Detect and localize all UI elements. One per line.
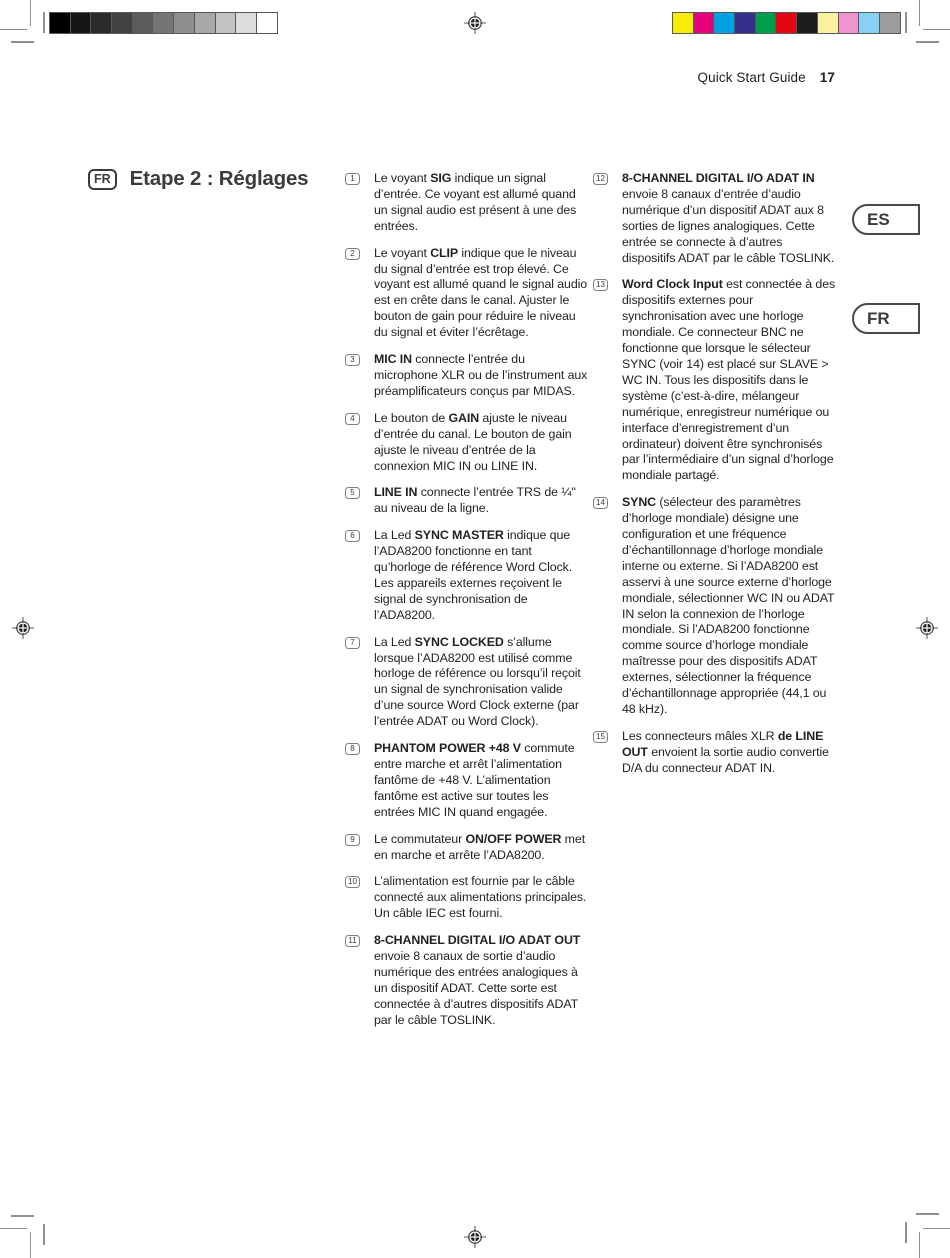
column-right (593, 171, 843, 788)
item-number-badge: 5 (345, 487, 360, 499)
color-swatch (49, 12, 71, 34)
list-item (593, 171, 843, 266)
grayscale-calibration-bar (50, 12, 278, 34)
list-item (593, 729, 843, 777)
color-swatch (132, 12, 154, 34)
list-item (345, 635, 595, 730)
item-text: PHANTOM POWER +48 V commute entre marche et arrêt l’alimentation fantôme de +48 V. L’alimentation fantôme est active sur toutes les entrées MIC IN quand engagée. (374, 741, 575, 819)
color-swatch (817, 12, 839, 34)
item-number-badge: 14 (593, 497, 608, 509)
crop-mark (919, 0, 920, 26)
lang-tab-es: ES (852, 204, 920, 235)
list-item (345, 485, 595, 517)
color-calibration-bar (673, 12, 901, 34)
item-number-badge: 11 (345, 935, 360, 947)
column-middle (345, 171, 595, 1040)
item-text: Le voyant CLIP indique que le niveau du signal d’entrée est trop élevé. Ce voyant est allumé quand le signal audio est en crête dans le canal. Ajuster le bouton de gain pour réduire le niveau du signal et éviter l’écrêtage. (374, 245, 588, 340)
list-item (345, 352, 595, 400)
color-swatch (713, 12, 735, 34)
lang-tab-fr: FR (852, 303, 920, 334)
color-swatch (70, 12, 92, 34)
color-swatch (693, 12, 715, 34)
item-number-badge: 1 (345, 173, 360, 185)
list-item (345, 874, 595, 922)
item-number-badge: 10 (345, 876, 360, 888)
crop-mark (0, 1228, 27, 1229)
color-swatch (879, 12, 901, 34)
color-swatch (235, 12, 257, 34)
crop-mark (923, 1228, 950, 1229)
crop-mark (0, 29, 27, 30)
item-text: LINE IN connecte l’entrée TRS de ¼" au niveau de la ligne. (374, 485, 576, 516)
item-number-badge: 6 (345, 530, 360, 542)
item-text: Les connecteurs mâles XLR de LINE OUT envoient la sortie audio convertie D/A du connecteur ADAT IN. (622, 728, 829, 775)
list-item (593, 277, 843, 484)
crop-mark (923, 29, 950, 30)
color-swatch (215, 12, 237, 34)
item-text: La Led SYNC MASTER indique que l’ADA8200 fonctionne en tant qu’horloge de référence Word Clock. Les appareils externes reçoivent le signal de synchronisation de l’ADA8200. (374, 528, 573, 622)
item-text: 8-CHANNEL DIGITAL I/O ADAT IN envoie 8 canaux d’entrée d’audio numérique d’un dispositif ADAT aux 8 sorties de lignes analogiques. Cette entrée se connecte à d’autres dispositifs ADAT par le câble TOSLINK. (622, 171, 835, 265)
crop-mark (43, 12, 45, 33)
color-swatch (152, 12, 174, 34)
crop-mark (43, 1224, 45, 1245)
color-swatch (838, 12, 860, 34)
registration-mark-icon (463, 11, 487, 35)
item-text: SYNC (sélecteur des paramètres d’horloge mondiale) désigne une configuration et une fréquence d’échantillonnage d’horloge mondiale interne ou externe. Si l’ADA8200 est asservi à une source externe d’horloge mondiale, sélectionner WC IN ou ADAT IN selon la connexion de l’horloge mondiale. Si l’ADA8200 fonctionne comme source d’horloge mondiale maîtresse pour des dispositifs ADAT externes, sélectionner la fréquence d’échantillonnage appropriée (44,1 ou 48 kHz). (622, 495, 835, 716)
crop-mark (30, 0, 31, 26)
section-title-row (88, 167, 308, 191)
color-swatch (256, 12, 278, 34)
list-item (345, 411, 595, 475)
page-number: 17 (819, 70, 835, 85)
color-swatch (734, 12, 756, 34)
crop-mark (916, 41, 939, 43)
crop-mark (916, 1213, 939, 1215)
item-number-badge: 2 (345, 248, 360, 260)
item-text: Le commutateur ON/OFF POWER met en marche et arrête l’ADA8200. (374, 831, 586, 862)
color-swatch (173, 12, 195, 34)
crop-mark (11, 41, 34, 43)
color-swatch (775, 12, 797, 34)
item-number-badge: 12 (593, 173, 608, 185)
list-item (593, 495, 843, 718)
item-number-badge: 7 (345, 637, 360, 649)
item-number-badge: 4 (345, 413, 360, 425)
color-swatch (672, 12, 694, 34)
color-swatch (194, 12, 216, 34)
item-text: Word Clock Input est connectée à des dispositifs externes pour synchronisation avec une horloge mondiale. Ce connecteur BNC ne fonctionne que lorsque le sélecteur SYNC (voir 14) est placé sur SLAVE > WC IN. Tous les dispositifs dans le système (c’est-à-dire, mélangeur numérique, enregistreur numérique ou interface d’enregistrement d’un ordinateur) doivent être synchronisés par l’intermédiaire d’un signal d’horloge mondiale partagé. (622, 277, 836, 483)
item-number-badge: 9 (345, 834, 360, 846)
color-swatch (755, 12, 777, 34)
list-item (345, 171, 595, 235)
registration-mark-icon (11, 616, 35, 640)
color-swatch (111, 12, 133, 34)
color-swatch (858, 12, 880, 34)
item-number-badge: 8 (345, 743, 360, 755)
item-text: MIC IN connecte l’entrée du microphone XLR ou de l’instrument aux préamplificateurs conçus par MIDAS. (374, 352, 588, 398)
language-badge: FR (88, 169, 117, 190)
list-item (345, 832, 595, 864)
registration-mark-icon (915, 616, 939, 640)
registration-mark-icon (463, 1225, 487, 1249)
guide-title: Quick Start Guide (697, 70, 806, 85)
item-text: 8-CHANNEL DIGITAL I/O ADAT OUT envoie 8 canaux de sortie d’audio numérique des entrées analogiques à un dispositif ADAT. Cette sorte est connectée à d’autres dispositifs ADAT par le câble TOSLINK. (374, 933, 581, 1027)
item-number-badge: 3 (345, 354, 360, 366)
crop-mark (905, 12, 907, 33)
crop-mark (11, 1215, 34, 1217)
item-number-badge: 13 (593, 279, 608, 291)
page-title: Etape 2 : Réglages (129, 167, 309, 190)
page-header (698, 70, 835, 85)
color-swatch (90, 12, 112, 34)
crop-mark (905, 1222, 907, 1243)
crop-mark (919, 1232, 920, 1258)
item-number-badge: 15 (593, 731, 608, 743)
item-text: Le bouton de GAIN ajuste le niveau d’entrée du canal. Le bouton de gain ajuste le niveau d’entrée de la connexion MIC IN ou LINE IN. (374, 410, 572, 473)
list-item (345, 528, 595, 623)
item-text: Le voyant SIG indique un signal d’entrée. Ce voyant est allumé quand un signal audio est présent à une des entrées. (374, 171, 577, 233)
item-text: L’alimentation est fournie par le câble connecté aux alimentations principales. Un câble IEC est fourni. (374, 874, 587, 921)
color-swatch (796, 12, 818, 34)
item-text: La Led SYNC LOCKED s’allume lorsque l’ADA8200 est utilisé comme horloge de référence ou lorsqu’il reçoit un signal de synchronisation valide d’une source Word Clock externe (par l’entrée ADAT ou Word Clock). (374, 634, 581, 729)
crop-mark (30, 1232, 31, 1258)
list-item (345, 246, 595, 341)
list-item (345, 741, 595, 821)
list-item (345, 933, 595, 1028)
